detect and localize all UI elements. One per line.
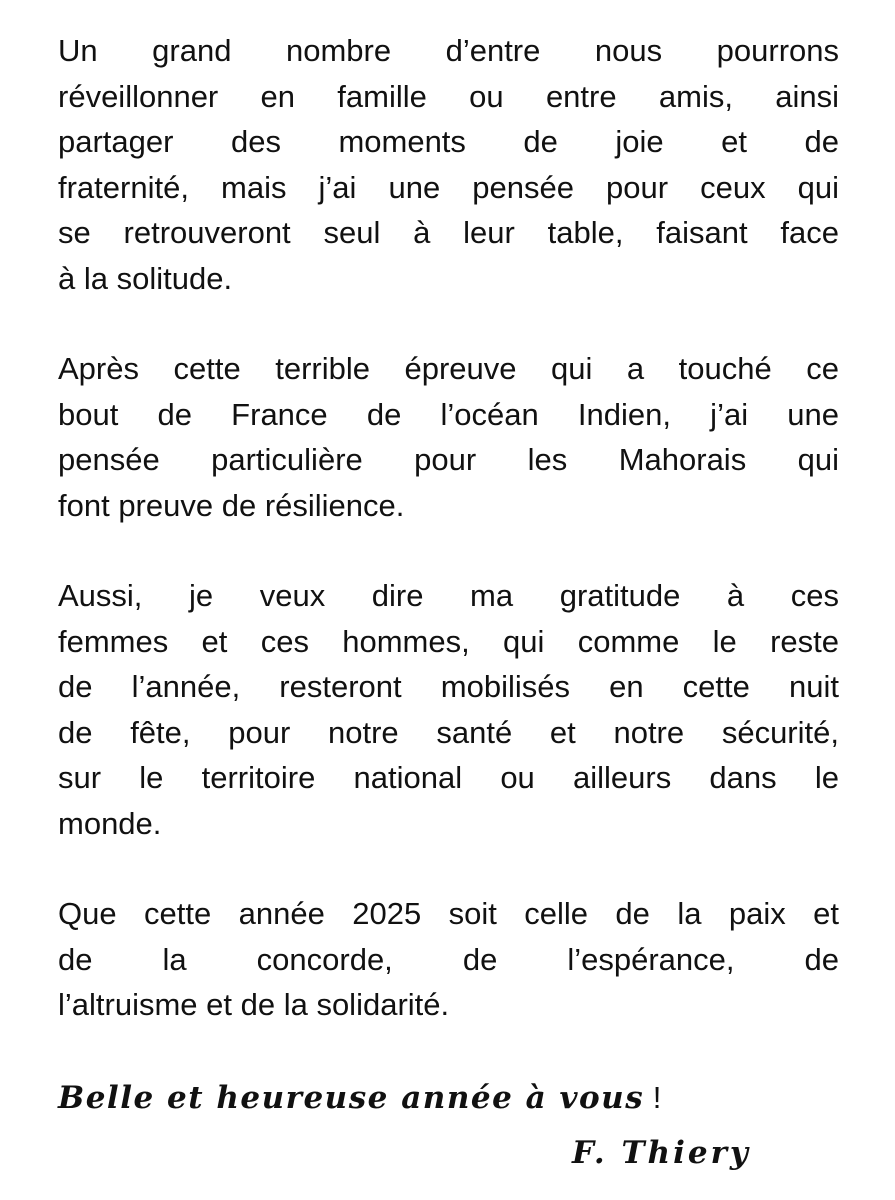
paragraph-1 [58, 28, 839, 301]
paragraph-line: bout de France de l’océan Indien, j’ai une [58, 396, 839, 432]
paragraph-line: monde. [58, 805, 162, 841]
paragraph-line: femmes et ces hommes, qui comme le reste [58, 623, 839, 659]
paragraph-line: Que cette année 2025 soit celle de la paix et [58, 896, 839, 931]
paragraph-line: l’altruisme et de la solidarité. [58, 987, 450, 1022]
letter-body [58, 28, 839, 1073]
paragraph-line: sur le territoire national ou ailleurs dans le [58, 760, 839, 795]
paragraph-line: de fête, pour notre santé et notre sécurité, [58, 714, 839, 750]
paragraph-2 [58, 346, 839, 528]
paragraph-line: Aussi, je veux dire ma gratitude à ces [58, 578, 839, 613]
paragraph-line: Un grand nombre d’entre nous pourrons [58, 33, 839, 68]
paragraph-line: à la solitude. [58, 260, 233, 296]
paragraph-line: de l’année, resteront mobilisés en cette nuit [58, 669, 839, 704]
paragraph-line: font preuve de résilience. [58, 487, 405, 523]
paragraph-line: se retrouveront seul à leur table, faisant face [58, 215, 839, 250]
closing-exclamation: ! [644, 1080, 662, 1115]
paragraph-line: de la concorde, de l’espérance, de [58, 941, 839, 977]
closing-greeting [58, 1080, 661, 1116]
paragraph-3 [58, 573, 839, 846]
paragraph-line: fraternité, mais j’ai une pensée pour ceux qui [58, 169, 839, 205]
closing-greeting-text: Belle et heureuse année à vous [58, 1080, 645, 1116]
paragraph-line: pensée particulière pour les Mahorais qui [58, 442, 839, 477]
signature: F. Thiery [572, 1135, 751, 1171]
paragraph-4 [58, 891, 839, 1028]
paragraph-line: réveillonner en famille ou entre amis, ainsi [58, 78, 839, 114]
paragraph-line: Après cette terrible épreuve qui a touché ce [58, 351, 839, 386]
paragraph-line: partager des moments de joie et de [58, 124, 839, 159]
